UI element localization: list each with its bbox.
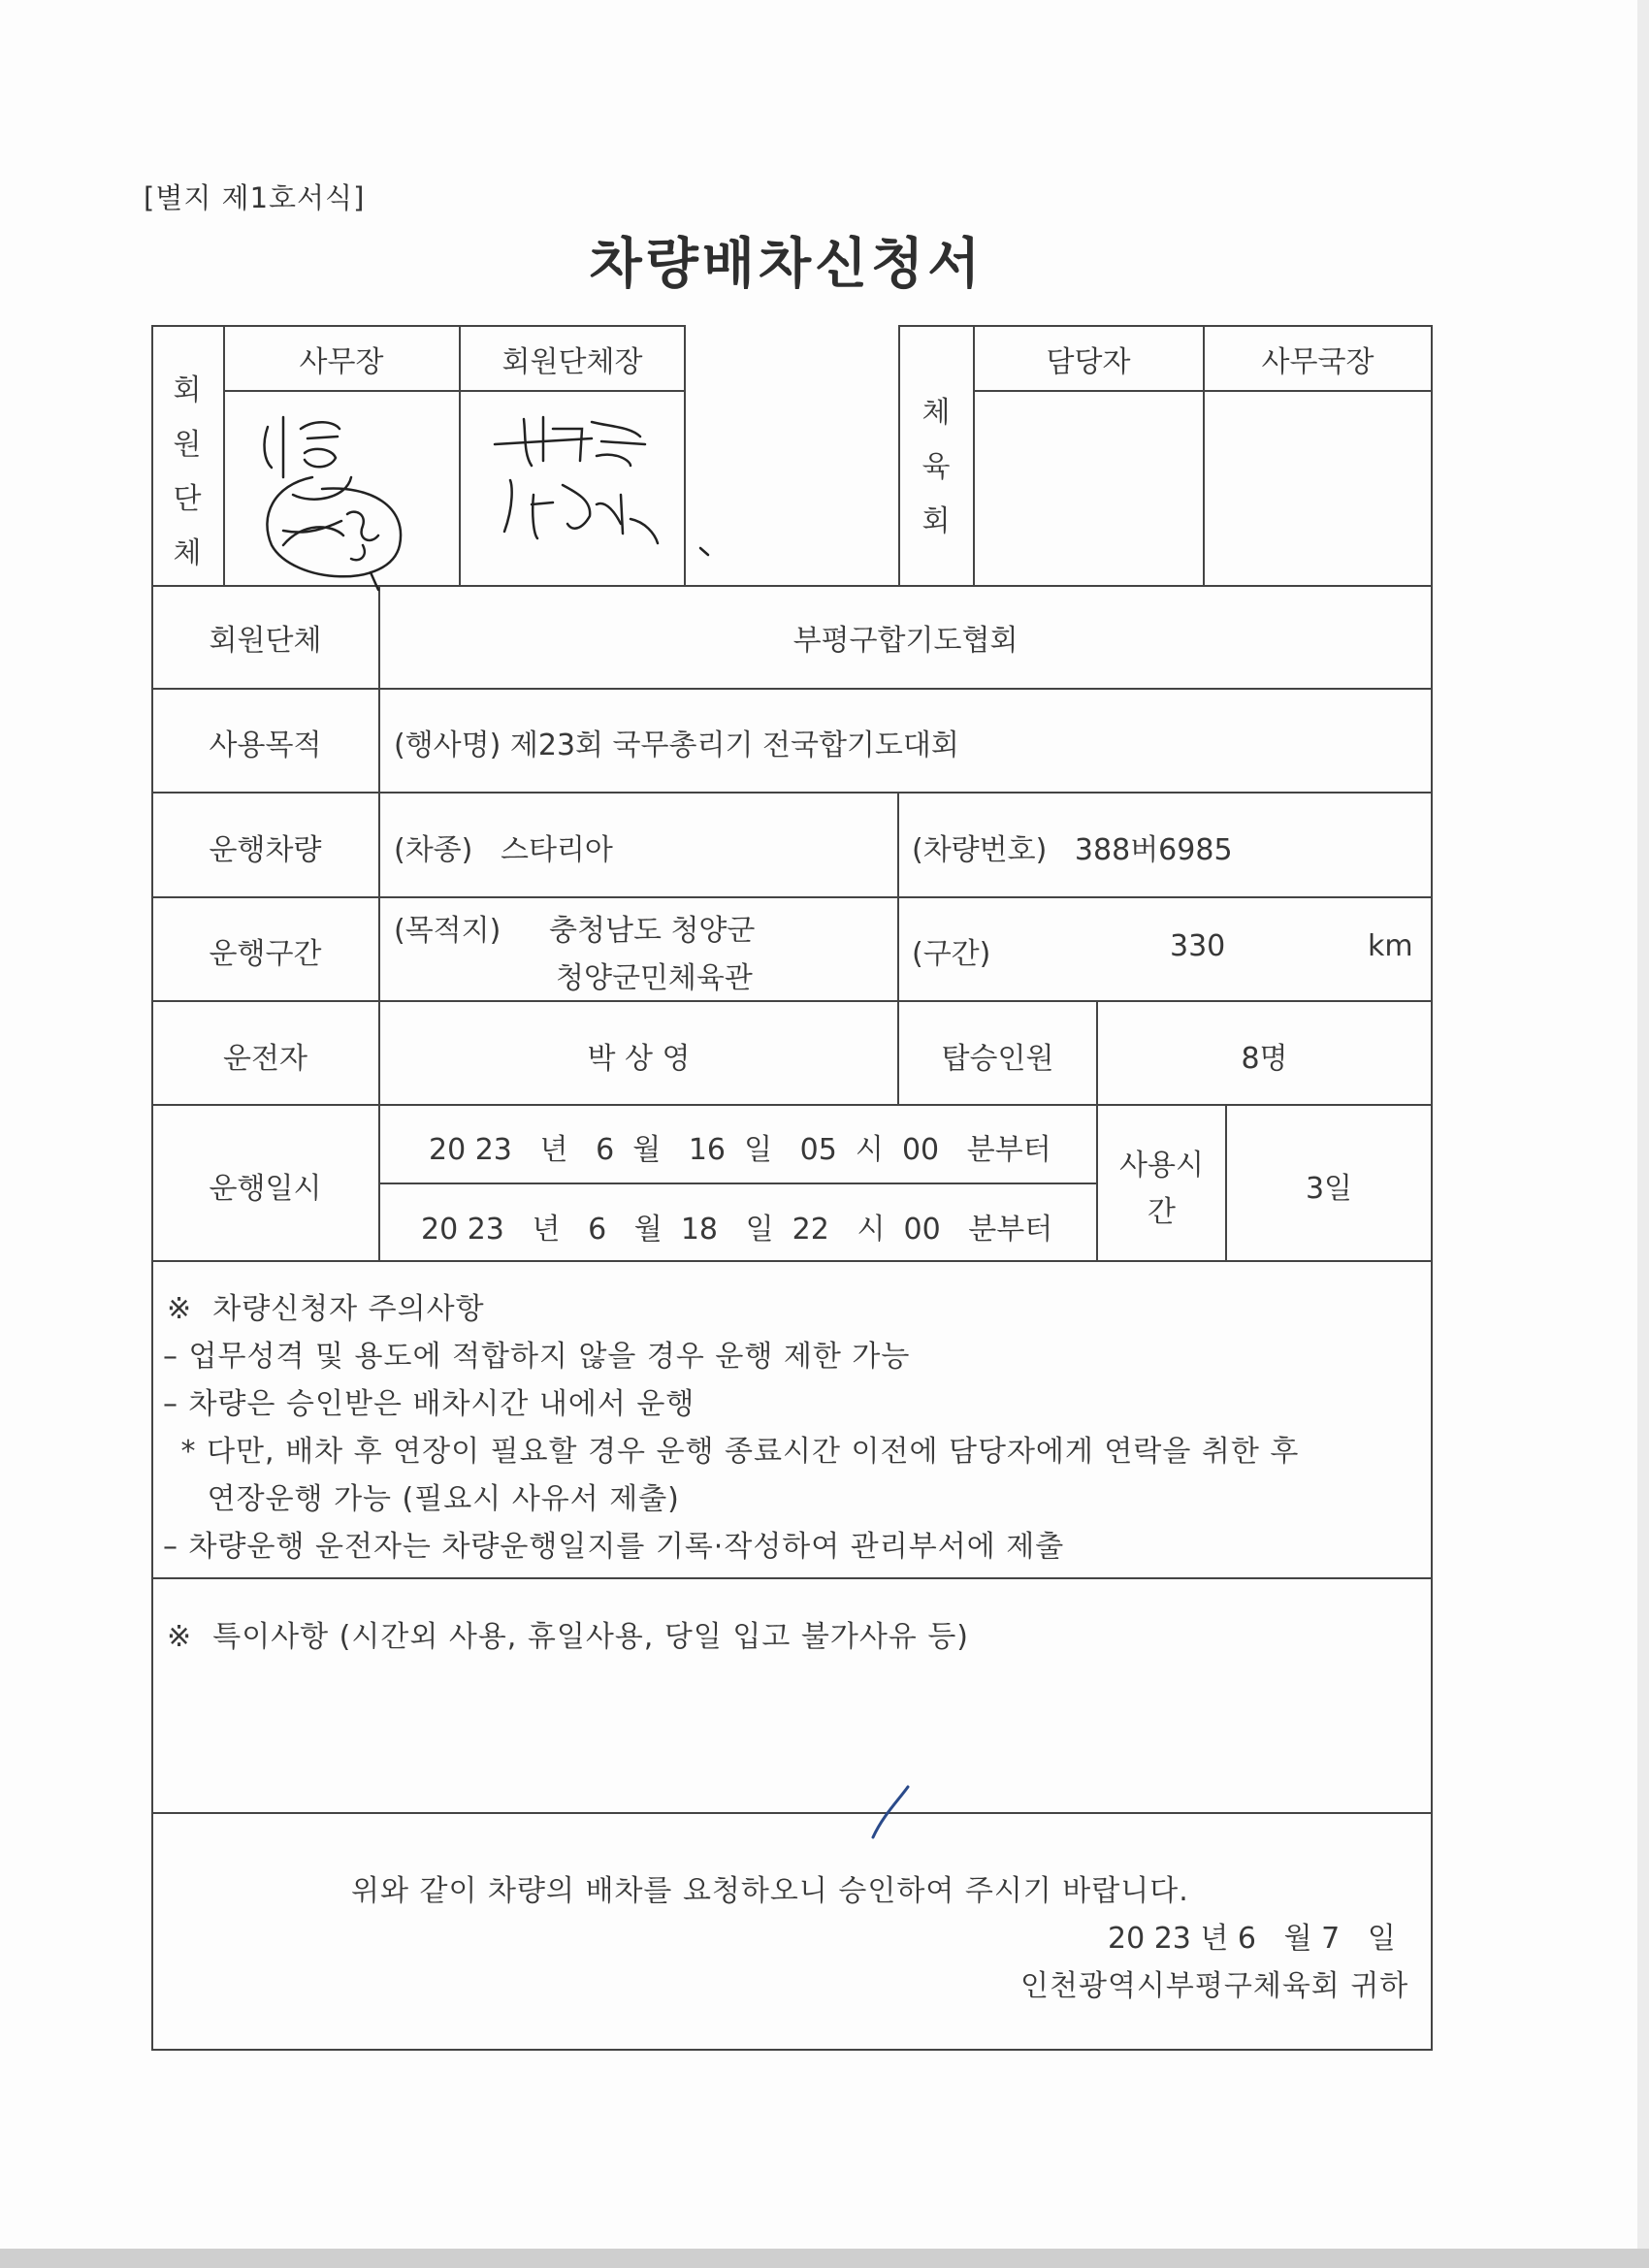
addressee: 인천광역시부평구체육회 귀하: [1020, 1969, 1409, 2003]
distance-value: 330: [1170, 929, 1226, 963]
notes-item: * 다만, 배차 후 연장이 필요할 경우 운행 종료시간 이전에 담당자에게 연락을 취한 후: [171, 1435, 1300, 1469]
usage-time-label-2: 간: [1148, 1195, 1176, 1229]
head-signature: [485, 407, 679, 563]
destination-prefix: (목적지): [394, 914, 501, 948]
usage-time-label-1: 사용시: [1119, 1149, 1204, 1183]
member-group-vertical-label: [163, 364, 211, 581]
director-header: 사무국장: [1261, 345, 1374, 379]
notes-item: – 업무성격 및 용도에 적합하지 않을 경우 운행 제한 가능: [163, 1340, 911, 1374]
notes-item: 연장운행 가능 (필요시 사유서 제출): [177, 1482, 680, 1516]
request-sentence: 위와 같이 차량의 배차를 요청하오니 승인하여 주시기 바랍니다.: [351, 1874, 1189, 1908]
member-group-value: 부평구합기도협회: [792, 624, 1018, 658]
document-title: 차량배차신청서: [589, 233, 985, 296]
special-remarks-heading: ※ 특이사항 (시간외 사용, 휴일사용, 당일 입고 불가사유 등): [167, 1620, 970, 1654]
pen-mark: [869, 1783, 918, 1841]
driver-value: 박 상 영: [587, 1042, 691, 1076]
passengers-label: 탑승인원: [941, 1042, 1054, 1076]
purpose-value: (행사명) 제23회 국무총리기 전국합기도대회: [394, 729, 959, 762]
distance-label: (구간): [912, 937, 991, 971]
request-date: 20 23 년 6 월 7 일: [1108, 1922, 1396, 1956]
passengers-value: 8명: [1241, 1042, 1288, 1076]
scan-border: [1637, 0, 1649, 2268]
manager-header: 담당자: [1046, 345, 1131, 379]
member-group-label: 회원단체: [209, 624, 322, 658]
start-datetime: 20 23 년 6 월 16 일 05 시 00 분부터: [429, 1133, 1051, 1167]
route-label: 운행구간: [209, 937, 322, 971]
purpose-label: 사용목적: [209, 729, 322, 762]
sports-council-vertical-text: 체육회: [922, 396, 951, 538]
notes-heading: ※ 차량신청자 주의사항: [167, 1292, 485, 1326]
notes-item: – 차량운행 운전자는 차량운행일지를 기록·작성하여 관리부서에 제출: [163, 1530, 1065, 1564]
sports-council-vertical-label: [912, 386, 960, 549]
form-number: [별지 제1호서식]: [144, 181, 366, 214]
datetime-label: 운행일시: [209, 1172, 322, 1206]
destination-line-2: 청양군민체육관: [556, 961, 753, 995]
destination-line-1: 충청남도 청양군: [549, 914, 756, 948]
vehicle-type: (차종) 스타리아: [394, 833, 613, 867]
member-group-vertical-text: 회원단체: [173, 373, 202, 570]
usage-time-value: 3일: [1305, 1172, 1353, 1206]
notes-item: – 차량은 승인받은 배차시간 내에서 운행: [163, 1387, 695, 1421]
head-header: 회원단체장: [501, 345, 643, 379]
secretary-header: 사무장: [299, 345, 384, 379]
vehicle-number: (차량번호) 388버6985: [912, 833, 1233, 867]
end-datetime: 20 23 년 6 월 18 일 22 시 00 분부터: [421, 1213, 1053, 1247]
driver-label: 운전자: [223, 1042, 307, 1076]
distance-unit: km: [1368, 929, 1413, 963]
secretary-signature: [254, 400, 448, 599]
vehicle-label: 운행차량: [209, 833, 322, 867]
scan-border: [0, 2249, 1649, 2268]
